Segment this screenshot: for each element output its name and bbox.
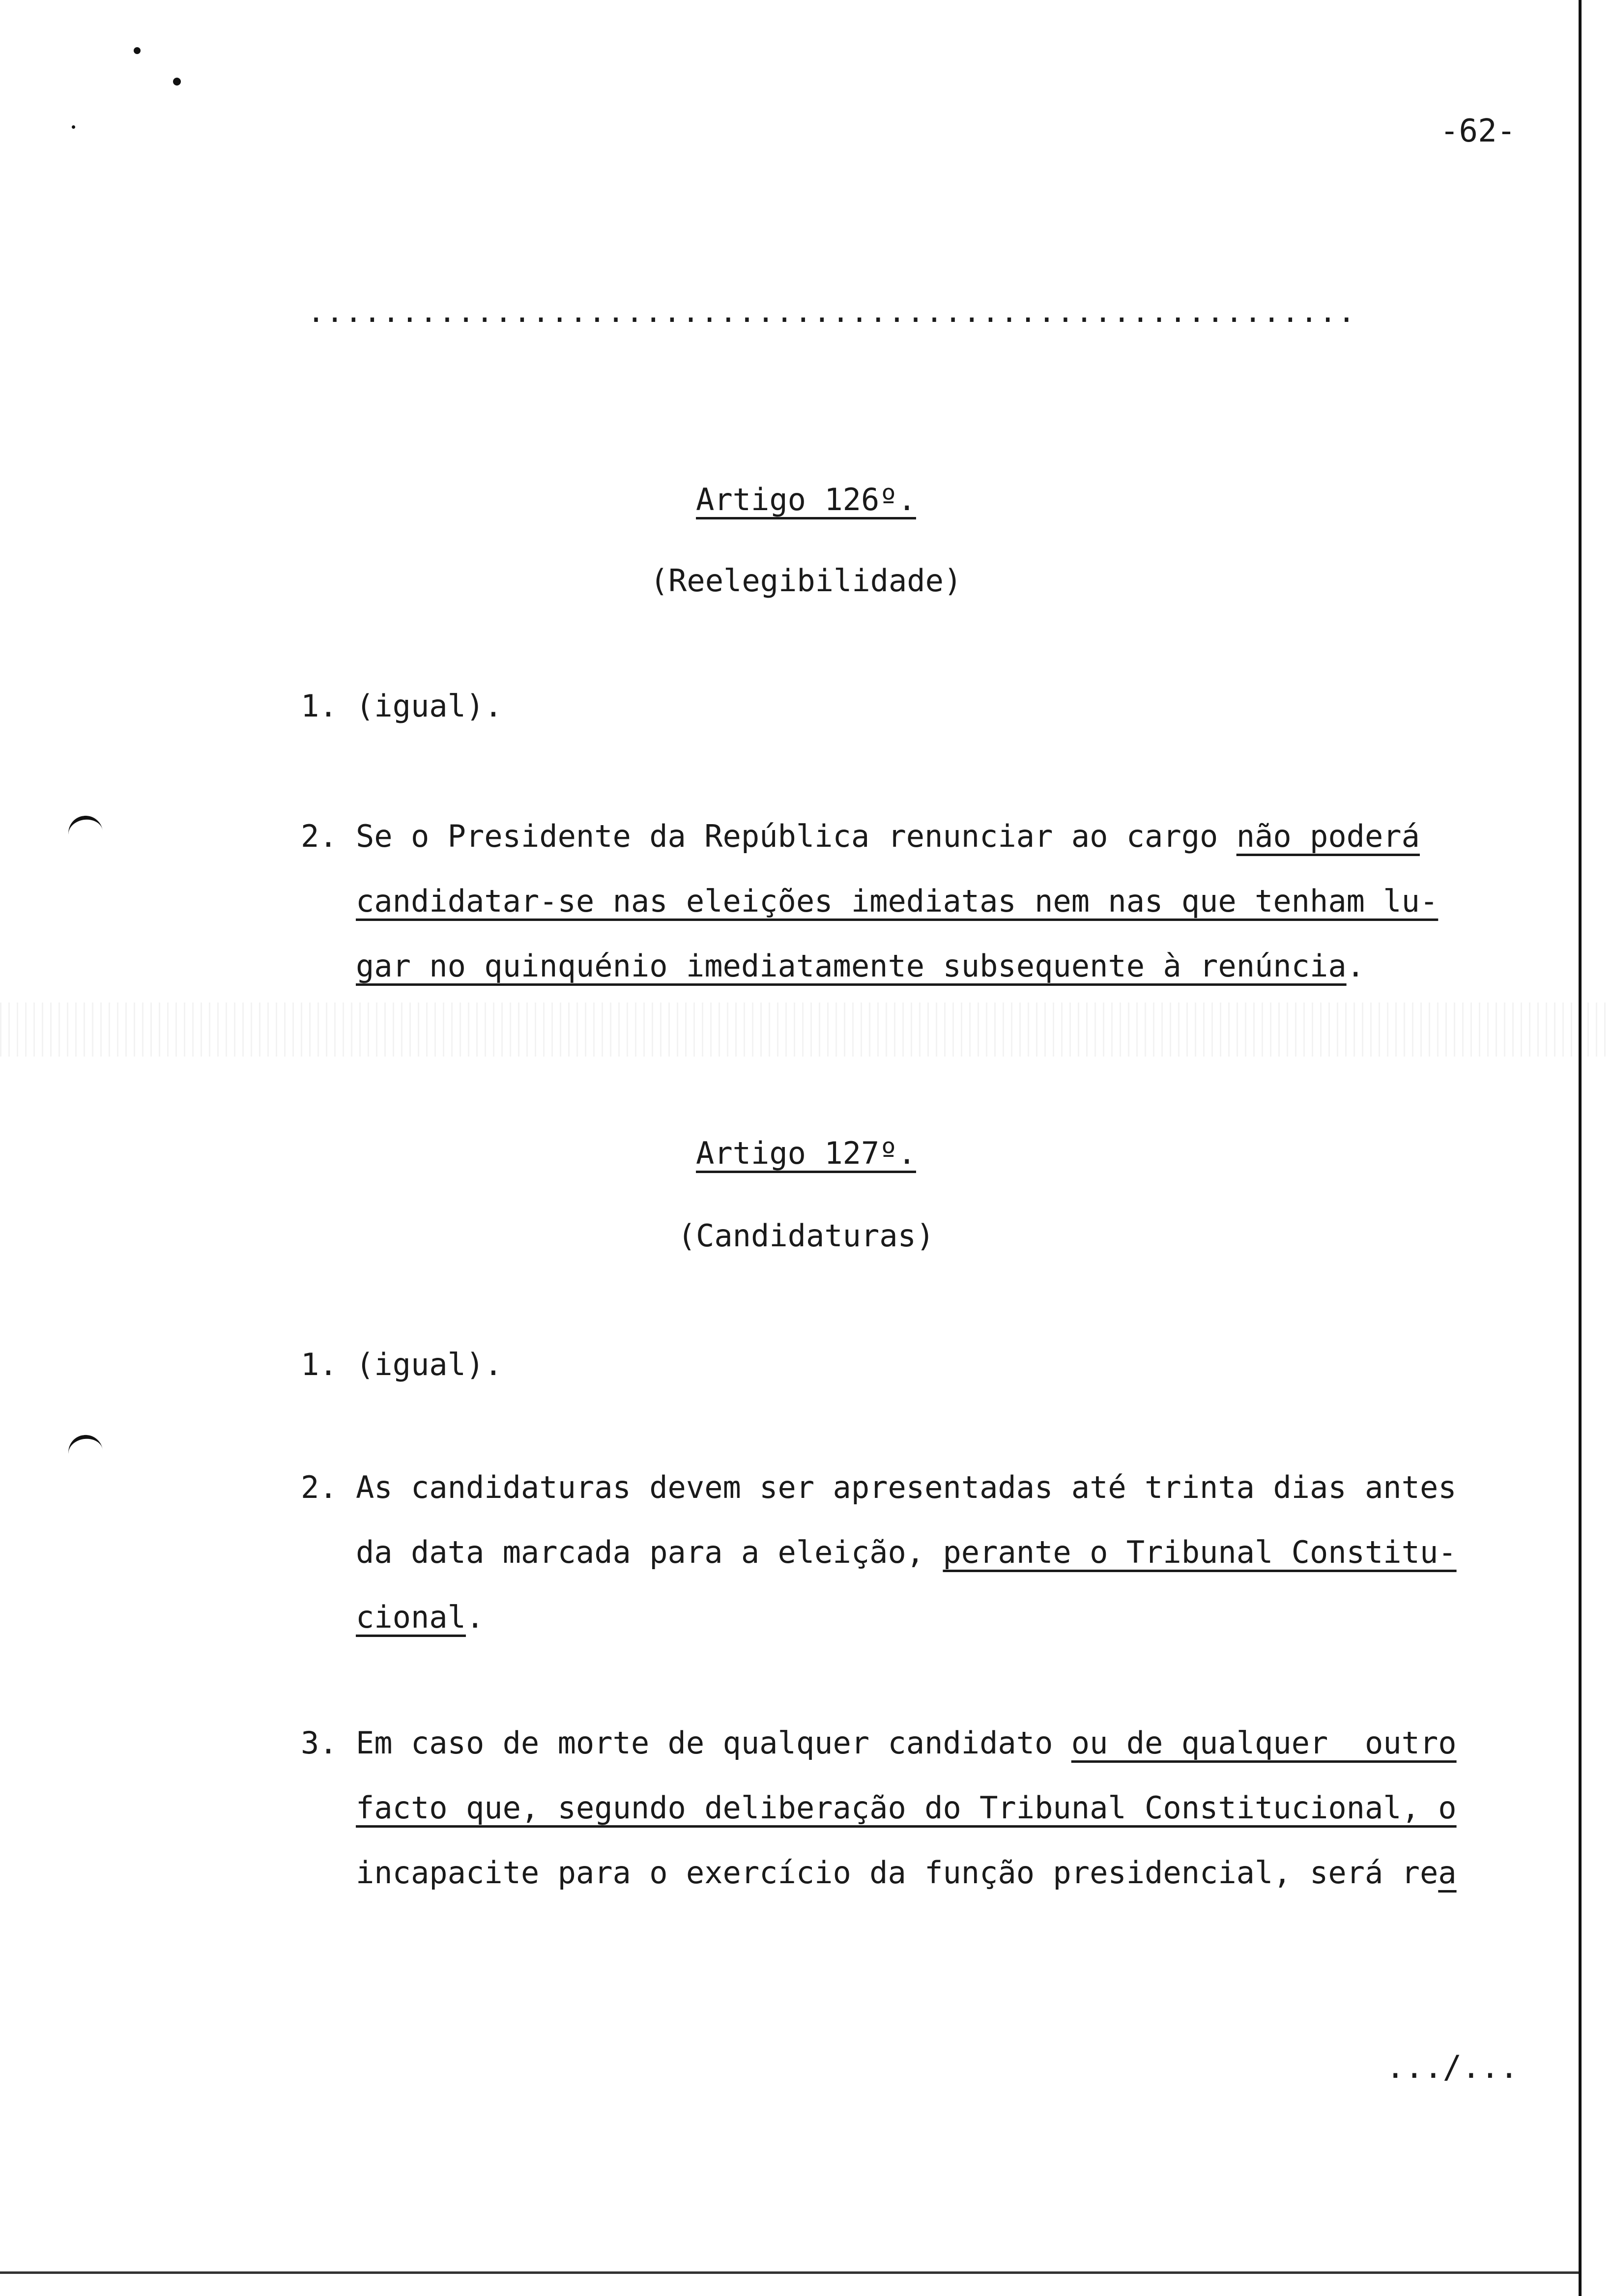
paragraph-line [301,948,1365,984]
paragraph-line [301,883,1438,919]
text-segment: incapacite para o exercício da função presidencial, será re [301,1855,1439,1891]
underlined-text: candidatar-se nas eleições imediatas nem nas que tenham lu- [355,883,1439,919]
article-127-title: Artigo 127º. [696,1135,916,1171]
underlined-text: não poderá [1236,818,1420,854]
page-number: -62- [1440,113,1516,149]
text-segment: . [1346,948,1365,984]
underlined-text: facto que, segundo deliberação do Tribunal Constitucional, o [355,1790,1457,1826]
separator-dots: ........................................................ [307,295,1356,329]
scan-noise-band [0,1003,1612,1057]
underlined-text: a [1438,1855,1457,1891]
text-segment: . [465,1599,485,1635]
text-segment: 1. (igual). [301,688,503,724]
margin-mark [66,1433,104,1463]
underlined-text: ou de qualquer outro [1071,1725,1457,1761]
text-segment [301,948,356,984]
paragraph-line [301,1347,503,1382]
paragraph-line [301,688,503,724]
text-segment: 3. Em caso de morte de qualquer candidato [301,1725,1071,1761]
paragraph-line [301,818,1420,854]
scan-speck [134,47,141,54]
article-126-title: Artigo 126º. [696,482,916,517]
scan-speck [72,125,75,129]
article-127-subtitle: (Candidaturas) [677,1218,935,1254]
underlined-text: perante o Tribunal Constitu- [943,1534,1457,1570]
article-126-subtitle: (Reelegibilidade) [650,563,962,599]
underlined-text: gar no quinquénio imediatamente subsequente à renúncia [355,948,1347,984]
paragraph-line [301,1599,484,1635]
underlined-text: cional [355,1599,466,1635]
continuation-mark: .../... [1386,2049,1519,2086]
text-segment [301,1790,356,1826]
page-edge-bottom [0,2271,1579,2274]
paragraph-line [301,1725,1457,1761]
text-segment: 1. (igual). [301,1347,503,1382]
paragraph-line [301,1469,1457,1505]
text-segment: 2. As candidaturas devem ser apresentadas até trinta dias antes [301,1469,1457,1505]
margin-mark [66,813,104,844]
text-segment [301,883,356,919]
paragraph-line [301,1790,1457,1826]
text-segment [301,1599,356,1635]
scan-speck [173,78,181,86]
paragraph-line [301,1855,1457,1891]
text-segment: da data marcada para a eleição, [301,1534,943,1570]
paragraph-line [301,1534,1457,1570]
text-segment: 2. Se o Presidente da República renunciar ao cargo [301,818,1237,854]
